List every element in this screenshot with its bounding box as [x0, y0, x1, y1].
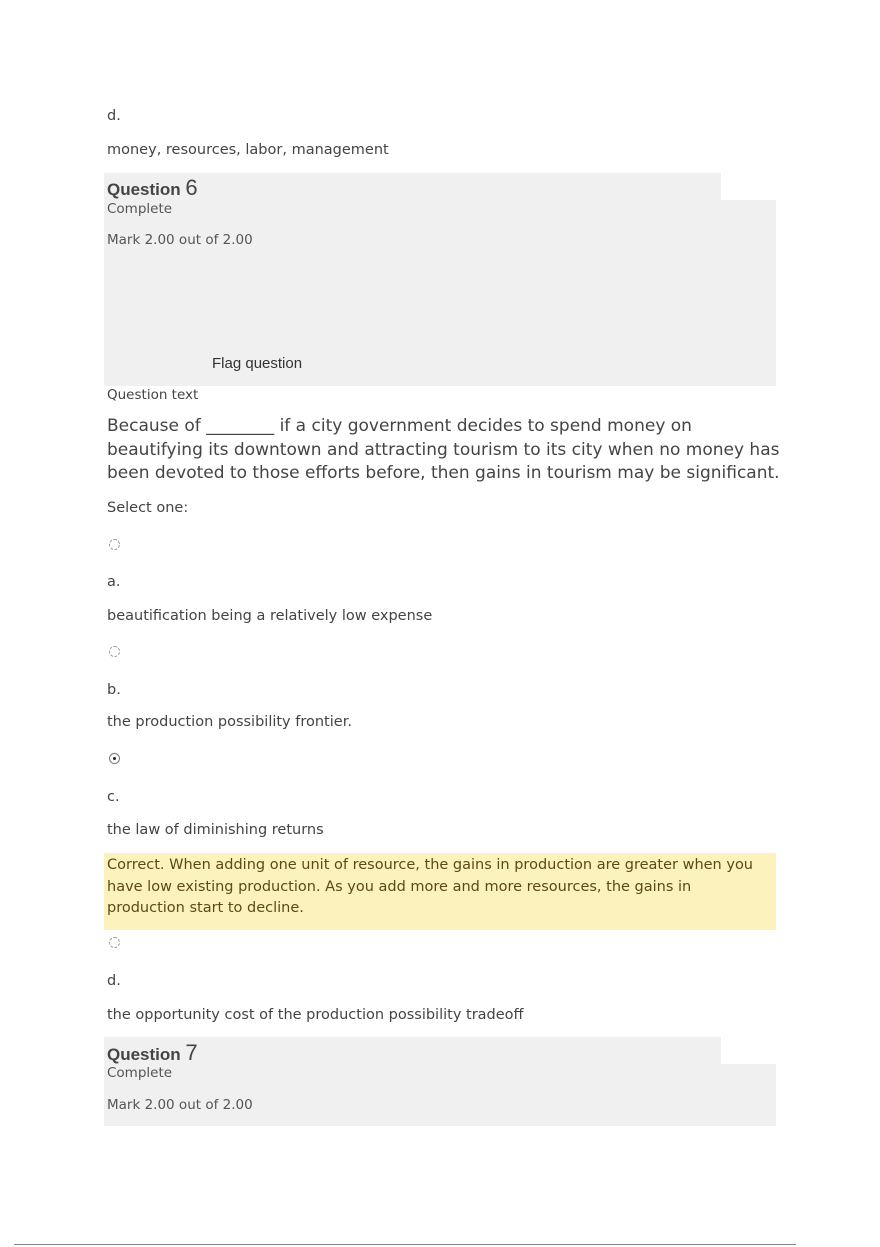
option-d-text[interactable]: the opportunity cost of the production possibility tradeoff — [107, 1007, 524, 1023]
question-title — [107, 1040, 198, 1066]
question-prompt: Because of ________ if a city government decides to spend money on beautifying its downtown and attracting tourism to its city when no money has been devoted to those efforts before, then gains in tourism may be significant. — [107, 416, 780, 483]
radio-option-b[interactable] — [109, 646, 120, 657]
option-b-letter: b. — [107, 682, 121, 698]
question-state: Complete — [107, 201, 173, 217]
question-text-label: Question text — [107, 387, 199, 403]
option-c-text[interactable]: the law of diminishing returns — [107, 822, 324, 838]
radio-selected-dot — [113, 757, 116, 760]
footer-divider — [14, 1244, 796, 1245]
question-number: 6 — [185, 175, 198, 200]
question-info-panel — [104, 1064, 776, 1126]
question-title-word: Question — [107, 1045, 181, 1064]
select-one-label: Select one: — [107, 500, 189, 516]
question-title-word: Question — [107, 180, 181, 199]
feedback-box — [104, 853, 776, 930]
radio-option-c[interactable] — [109, 753, 120, 764]
option-d-letter: d. — [107, 973, 121, 989]
question-title — [107, 175, 198, 201]
radio-option-a[interactable] — [109, 539, 120, 550]
question-number: 7 — [185, 1040, 198, 1065]
radio-option-d[interactable] — [109, 937, 120, 948]
feedback-text: Correct. When adding one unit of resource, the gains in production are greater when you have low existing production. As you add more and more resources, the gains in production start to decline. — [107, 857, 754, 916]
question-info-panel — [104, 200, 776, 386]
flag-question-link[interactable]: Flag question — [212, 355, 303, 372]
option-letter: d. — [107, 108, 121, 124]
option-a-letter: a. — [107, 574, 121, 590]
option-c-letter: c. — [107, 789, 120, 805]
option-a-text[interactable]: beautification being a relatively low expense — [107, 608, 433, 624]
question-mark: Mark 2.00 out of 2.00 — [107, 1097, 253, 1113]
question-state: Complete — [107, 1065, 173, 1081]
option-b-text[interactable]: the production possibility frontier. — [107, 714, 352, 730]
option-text: money, resources, labor, management — [107, 142, 389, 158]
question-mark: Mark 2.00 out of 2.00 — [107, 232, 253, 248]
